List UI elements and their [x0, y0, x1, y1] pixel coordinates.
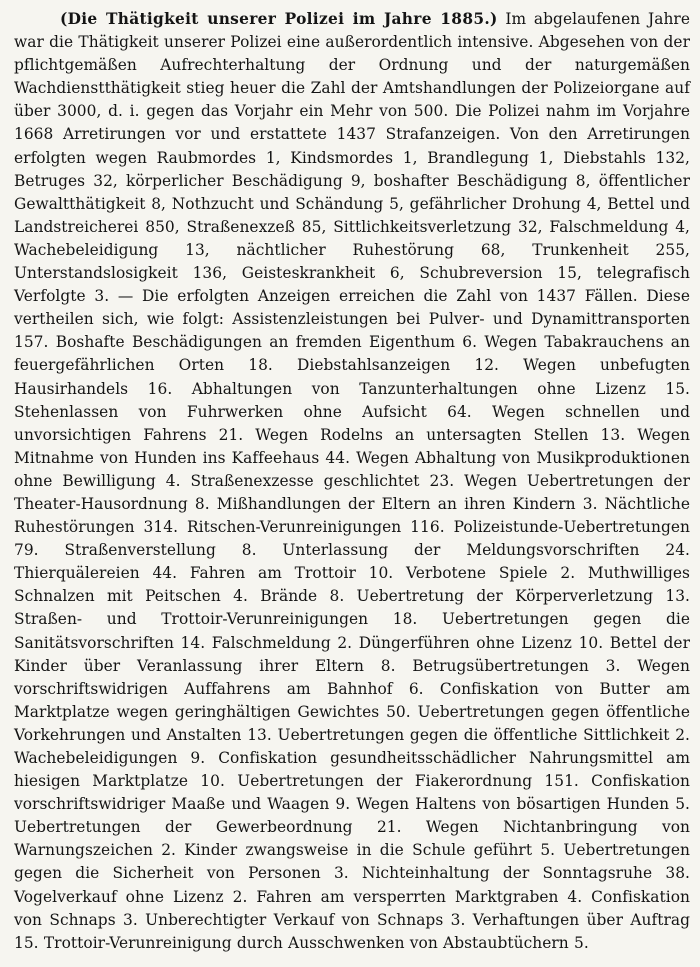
article-headline: (Die Thätigkeit unserer Polizei im Jahre 1885.)	[60, 10, 498, 28]
article-body: Im abgelaufenen Jahre war die Thätigkeit unserer Polizei eine außerordentlich intensive. Abgesehen von der pflichtgemäßen Aufrechterhaltung der Ordnung und der naturgemäßen Wachdienstthätigkeit stieg heuer die Zahl der Amtshandlungen der Polizeiorgane auf über 3000, d. i. gegen das Vorjahr ein Mehr von 500. Die Polizei nahm im Vorjahre 1668 Arretirungen vor und erstattete 1437 Strafanzeigen. Von den Arretirungen erfolgten wegen Raubmordes 1, Kindsmordes 1, Brandlegung 1, Diebstahls 132, Betruges 32, körperlicher Beschädigung 9, boshafter Beschädigung 8, öffentlicher Gewaltthätigkeit 8, Nothzucht und Schändung 5, gefährlicher Drohung 4, Bettel und Landstreicherei 850, Straßenexzeß 85, Sittlichkeitsverletzung 32, Falschmeldung 4, Wachebeleidigung 13, nächtlicher Ruhestörung 68, Trunkenheit 255, Unterstandslosigkeit 136, Geisteskrankheit 6, Schubreversion 15, telegrafisch Verfolgte 3. — Die erfolgten Anzeigen erreichen die Zahl von 1437 Fällen. Diese vertheilen sich, wie folgt: Assistenzleistungen bei Pulver- und Dynamittransporten 157. Boshafte Beschädigungen an fremden Eigenthum 6. Wegen Tabakrauchens an feuergefährlichen Orten 18. Diebstahlsanzeigen 12. Wegen unbefugten Hausirhandels 16. Abhaltungen von Tanzunterhaltungen ohne Lizenz 15. Stehenlassen von Fuhrwerken ohne Aufsicht 64. Wegen schnellen und unvorsichtigen Fahrens 21. Wegen Rodelns an untersagten Stellen 13. Wegen Mitnahme von Hunden ins Kaffeehaus 44. Wegen Abhaltung von Musikproduktionen ohne Bewilligung 4. Straßenexzesse geschlichtet 23. Wegen Uebertretungen der Theater-Hausordnung 8. Mißhandlungen der Eltern an ihren Kindern 3. Nächtliche Ruhestörungen 314. Ritschen-Verunreinigungen 116. Polizeistunde-Uebertretungen 79. Straßenverstellung 8. Unterlassung der Meldungsvorschriften 24. Thierquälereien 44. Fahren am Trottoir 10. Verbotene Spiele 2. Muthwilliges Schnalzen mit Peitschen 4. Brände 8. Uebertretung der Körperverletzung 13. Straßen- und Trottoir-Verunreinigungen 18. Uebertretungen gegen die Sanitätsvorschriften 14. Falschmeldung 2. Düngerführen ohne Lizenz 10. Bettel der Kinder über Veranlassung ihrer Eltern 8. Betrugsübertretungen 3. Wegen vorschriftswidrigen Auffahrens am Bahnhof 6. Confiskation von Butter am Marktplatze wegen geringhältigen Gewichtes 50. Uebertretungen gegen öffentliche Vorkehrungen und Anstalten 13. Uebertretungen gegen die öffentliche Sittlichkeit 2. Wachebeleidigungen 9. Confiskation gesundheitsschädlicher Nahrungsmittel am hiesigen Marktplatze 10. Uebertretungen der Fiakerordnung 151. Confiskation vorschriftswidriger Maaße und Waagen 9. Wegen Haltens von bösartigen Hunden 5. Uebertretungen der Gewerbeordnung 21. Wegen Nichtanbringung von Warnungszeichen 2. Kinder zwangsweise in die Schule geführt 5. Uebertretungen gegen die Sicherheit von Personen 3. Nichteinhaltung der Sonntagsruhe 38. Vogelverkauf ohne Lizenz 2. Fahren am versperrten Marktgraben 4. Confiskation von Schnaps 3. Unberechtigter Verkauf von Schnaps 3. Verhaftungen über Auftrag 15. Trottoir-Verunreinigung durch Ausschwenken von Abstaubtüchern 5.	[14, 10, 690, 952]
article-paragraph	[14, 8, 690, 955]
